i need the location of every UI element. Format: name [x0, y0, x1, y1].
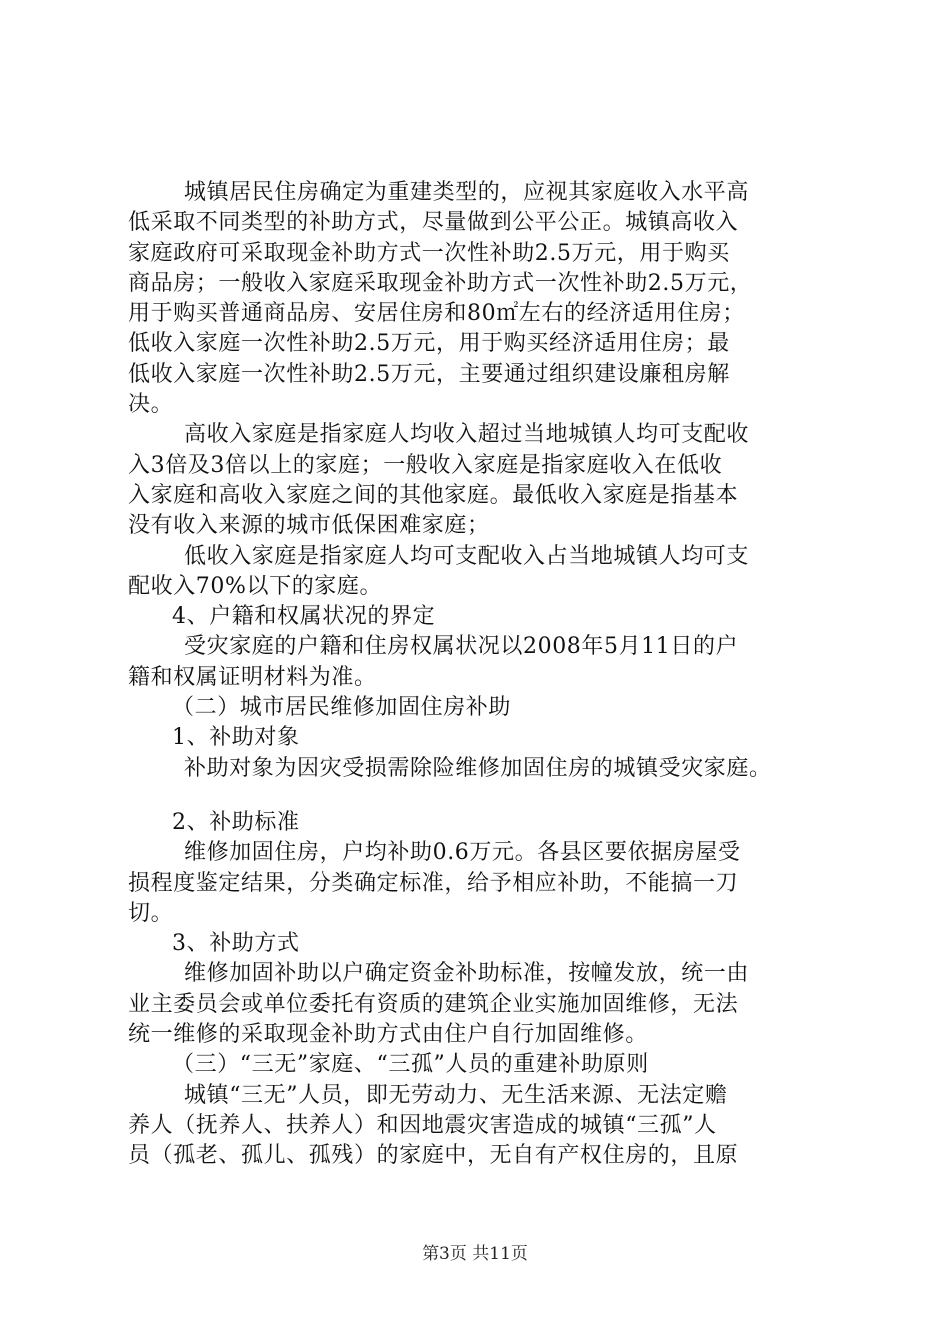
text-line: 低收入家庭一次性补助2.5万元，用于购买经济适用住房；最: [128, 331, 730, 357]
page-footer: 第3页 共11页: [422, 1244, 528, 1264]
text-line: 2、补助标准: [172, 809, 300, 835]
text-line: 决。: [128, 392, 174, 418]
text-line: 维修加固补助以户确定资金补助标准，按幢发放，统一由: [184, 961, 750, 987]
text-line: 切。: [128, 900, 174, 926]
text-line: 统一维修的采取现金补助方式由住户自行加固维修。: [128, 1022, 648, 1048]
text-line: 入家庭和高收入家庭之间的其他家庭。最低收入家庭是指基本: [128, 482, 739, 508]
text-line: 养人（抚养人、扶养人）和因地震灾害造成的城镇“三孤”人: [128, 1112, 717, 1138]
paragraph-gap: [128, 784, 844, 808]
text-line: 损程度鉴定结果，分类确定标准，给予相应补助，不能搞一刀: [128, 870, 739, 896]
text-line: 维修加固住房，户均补助0.6万元。各县区要依据房屋受: [184, 840, 741, 866]
text-line: 业主委员会或单位委托有资质的建筑企业实施加固维修，无法: [128, 991, 739, 1017]
text-line: 1、补助对象: [172, 725, 300, 751]
text-line: 城镇“三无”人员，即无劳动力、无生活来源、无法定赡: [184, 1082, 728, 1108]
text-line: （三）“三无”家庭、“三孤”人员的重建补助原则: [172, 1052, 649, 1078]
text-line: 没有收入来源的城市低保困难家庭；: [128, 513, 490, 539]
document-body: [128, 178, 844, 1172]
text-line: （二）城市居民维修加固住房补助: [172, 695, 512, 721]
text-line: 家庭政府可采取现金补助方式一次性补助2.5万元，用于购买: [128, 240, 730, 266]
text-line: 低收入家庭是指家庭人均可支配收入占当地城镇人均可支: [184, 543, 750, 569]
text-line: 受灾家庭的户籍和住房权属状况以2008年5月11日的户: [184, 634, 739, 660]
text-line: 高收入家庭是指家庭人均收入超过当地城镇人均可支配收: [184, 422, 750, 448]
text-line: 4、户籍和权属状况的界定: [172, 604, 436, 630]
text-line: 员（孤老、孤儿、孤残）的家庭中，无自有产权住房的，且原: [128, 1143, 739, 1169]
text-line: 补助对象为因灾受损需除险维修加固住房的城镇受灾家庭。: [184, 755, 772, 781]
text-line: 3、补助方式: [172, 931, 300, 957]
text-line: 配收入70%以下的家庭。: [128, 573, 383, 599]
text-line: 商品房；一般收入家庭采取现金补助方式一次性补助2.5万元，: [128, 270, 753, 296]
text-line: 用于购买普通商品房、安居住房和80㎡左右的经济适用住房；: [128, 301, 745, 327]
text-line: 城镇居民住房确定为重建类型的，应视其家庭收入水平高: [184, 180, 750, 205]
text-line: 籍和权属证明材料为准。: [128, 664, 377, 690]
text-line: 入3倍及3倍以上的家庭；一般收入家庭是指家庭收入在低收: [128, 452, 723, 478]
text-line: 低采取不同类型的补助方式，尽量做到公平公正。城镇高收入: [128, 210, 739, 236]
text-line: 低收入家庭一次性补助2.5万元，主要通过组织建设廉租房解: [128, 361, 730, 387]
